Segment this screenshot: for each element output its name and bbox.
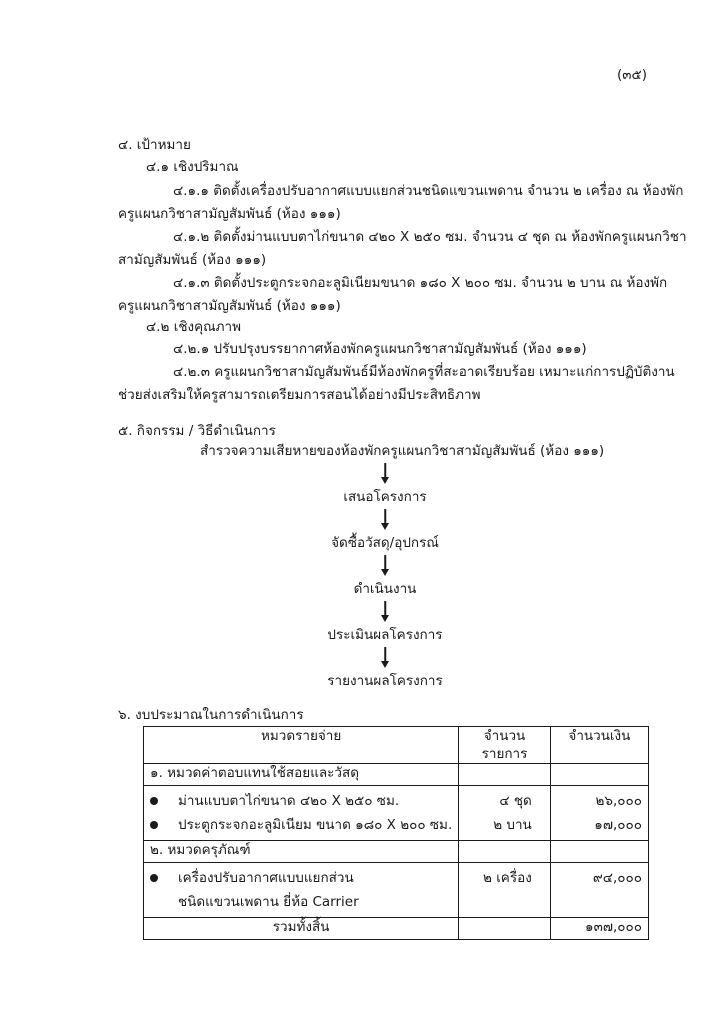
item-amount: ๑๗,๐๐๐ (594, 817, 642, 833)
list-item (150, 789, 452, 813)
list-item (150, 866, 452, 890)
flow-arrow-icon (200, 644, 570, 672)
flow-step-2: เสนอโครงการ (343, 489, 427, 505)
item-amount: ๒๖,๐๐๐ (595, 793, 642, 809)
group-1-items-row (144, 786, 649, 841)
flow-arrow-icon (200, 598, 570, 626)
flow-step-4: ดำเนินงาน (353, 581, 417, 597)
budget-header-row (144, 727, 649, 764)
total-row (144, 918, 649, 940)
activities-heading: ๕. กิจกรรม / วิธีดำเนินการ (118, 423, 276, 439)
item-name: ประตูกระจกอะลูมิเนียม ขนาด ๑๘๐ X ๒๐๐ ซม. (178, 817, 453, 833)
item-qty: ๒ บาน (493, 817, 532, 833)
quantity-item-3-line1: ๔.๑.๓ ติดตั้งประตูกระจกอะลูมิเนียมขนาด ๑๘๐ X ๒๐๐ ซม. จำนวน ๒ บาน ณ ห้องพัก (173, 275, 668, 291)
quantity-item-1-line2: ครูแผนกวิชาสามัญสัมพันธ์ (ห้อง ๑๑๑) (118, 206, 341, 222)
quality-heading: ๔.๒ เชิงคุณภาพ (146, 319, 242, 335)
quality-item-2-line1: ๔.๒.๓ ครูแผนกวิชาสามัญสัมพันธ์มีห้องพักครูที่สะอาดเรียบร้อย เหมาะแก่การปฏิบัติงาน (173, 364, 675, 380)
bullet-icon (150, 821, 158, 829)
header-amount: จำนวนเงิน (550, 727, 648, 764)
quality-item-1-line1: ๔.๒.๑ ปรับปรุงบรรยากาศห้องพักครูแผนกวิชาสามัญสัมพันธ์ (ห้อง ๑๑๑) (173, 341, 587, 357)
flow-arrow-icon (200, 506, 570, 534)
header-category: หมวดรายจ่าย (144, 727, 459, 764)
header-quantity: จำนวนรายการ (459, 727, 551, 764)
total-label: รวมทั้งสิ้น (144, 918, 459, 940)
quality-item-2-line2: ช่วยส่งเสริมให้ครูสามารถเตรียมการสอนได้อย่างมีประสิทธิภาพ (118, 387, 481, 403)
group-2-title: ๒. หมวดครุภัณฑ์ (144, 841, 459, 863)
quantity-item-1-line1: ๔.๑.๑ ติดตั้งเครื่องปรับอากาศแบบแยกส่วนชนิดแขวนเพดาน จำนวน ๒ เครื่อง ณ ห้องพัก (173, 183, 684, 199)
item-qty: ๔ ชุด (499, 793, 532, 809)
item-amount: ๙๔,๐๐๐ (592, 870, 642, 886)
flow-step-6: รายงานผลโครงการ (327, 673, 443, 689)
flow-arrow-icon (200, 460, 570, 488)
list-item (150, 813, 452, 837)
budget-table (143, 726, 649, 940)
quantity-item-2-line2: สามัญสัมพันธ์ (ห้อง ๑๑๑) (118, 252, 267, 268)
group-2-row (144, 841, 649, 863)
flow-step-5: ประเมินผลโครงการ (327, 627, 443, 643)
quantity-item-2-line1: ๔.๑.๒ ติดตั้งม่านแบบตาไก่ขนาด ๔๒๐ X ๒๕๐ ซม. จำนวน ๔ ชุด ณ ห้องพักครูแผนกวิชา (173, 229, 687, 245)
goals-heading: ๔. เป้าหมาย (118, 137, 191, 153)
page-number: (๓๕) (617, 67, 647, 83)
group-2-items-row (144, 863, 649, 918)
group-1-row (144, 764, 649, 786)
total-amount: ๑๓๗,๐๐๐ (550, 918, 648, 940)
bullet-icon (150, 797, 158, 805)
budget-heading: ๖. งบประมาณในการดำเนินการ (118, 707, 304, 723)
flow-arrow-icon (200, 552, 570, 580)
quantity-item-3-line2: ครูแผนกวิชาสามัญสัมพันธ์ (ห้อง ๑๑๑) (118, 298, 341, 314)
item-name: ม่านแบบตาไก่ขนาด ๔๒๐ X ๒๕๐ ซม. (178, 793, 400, 809)
list-item-continuation (150, 890, 452, 914)
item-name-line2: ชนิดแขวนเพดาน ยี่ห้อ Carrier (178, 894, 359, 910)
group-1-title: ๑. หมวดค่าตอบแทนใช้สอยและวัสดุ (144, 764, 459, 786)
item-qty: ๒ เครื่อง (483, 870, 532, 886)
flow-step-3: จัดซื้อวัสดุ/อุปกรณ์ (331, 535, 439, 551)
item-name-line1: เครื่องปรับอากาศแบบแยกส่วน (178, 870, 354, 886)
quantity-heading: ๔.๑ เชิงปริมาณ (146, 159, 239, 175)
flow-step-1: สำรวจความเสียหายของห้องพักครูแผนกวิชาสามัญสัมพันธ์ (ห้อง ๑๑๑) (200, 443, 605, 459)
activity-flowchart (200, 442, 605, 690)
bullet-icon (150, 874, 158, 882)
